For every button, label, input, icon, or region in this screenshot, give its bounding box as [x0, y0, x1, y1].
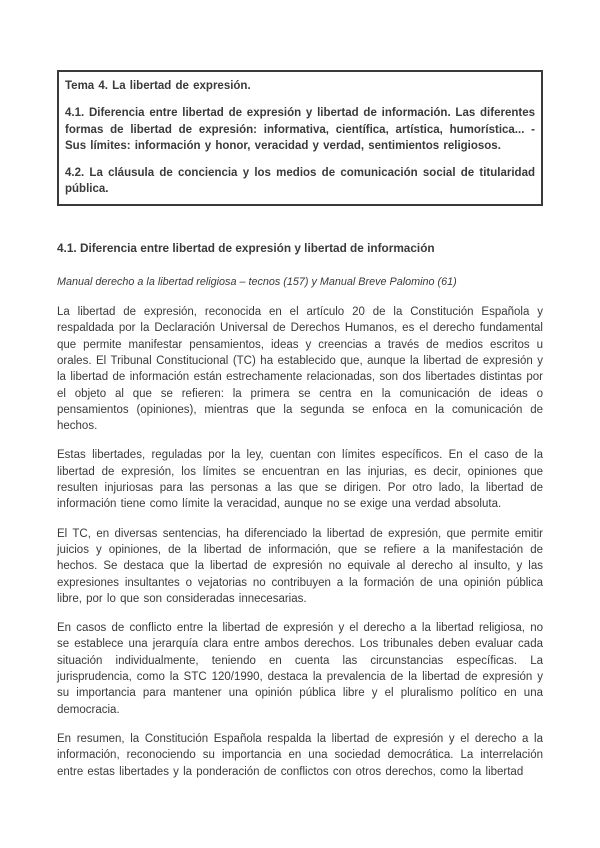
paragraph-conflict-religious-freedom: En casos de conflicto entre la libertad de expresión y el derecho a la libertad religiosa, no se establece una jerarquía clara entre ambos derechos. Los tribunales deben evaluar cada situación individualmente, teniendo en cuenta las circunstancias específicas. La jurisprudencia, como la STC 120/1990, destaca la prevalencia de la libertad de expresión y su importancia para mantener una opinión pública libre y el pluralismo político en una democracia. [57, 622, 543, 716]
section-heading: 4.1. Diferencia entre libertad de expresión y libertad de información [57, 240, 435, 255]
source-note: Manual derecho a la libertad religiosa – tecnos (157) y Manual Breve Palomino (61) [57, 276, 457, 289]
paragraph-tc-distinction: El TC, en diversas sentencias, ha diferenciado la libertad de expresión, que permite emitir juicios y opiniones, de la libertad de información, que se refiere a la manifestación de hechos. Se destaca que la libertad de expresión no equivale al derecho al insulto, y las expresiones insultantes o vejatorias no contribuyen a la formación de una opinión pública libre, por lo que son consideradas innecesarias. [57, 527, 543, 605]
topic-item-4-2: 4.2. La cláusula de conciencia y los medios de comunicación social de titularidad pública. [65, 167, 535, 196]
paragraph-intro-freedom-of-expression: La libertad de expresión, reconocida en el artículo 20 de la Constitución Española y respaldada por la Declaración Universal de Derechos Humanos, es el derecho fundamental que permite manifestar pensamientos, ideas y creencias a través de medios escritos u orales. El Tribunal Constitucional (TC) ha establecido que, aunque la libertad de expresión y la libertad de información están estrechamente relacionadas, son dos libertades distintas por el objeto al que se refieren: la primera se centra en la comunicación de ideas o pensamientos (opiniones), mientras que la segunda se enfoca en la comunicación de hechos. [57, 306, 543, 433]
paragraph-limits: Estas libertades, reguladas por la ley, cuentan con límites específicos. En el caso de la libertad de expresión, los límites se encuentran en las injurias, es decir, opiniones que resulten injuriosas para las personas a las que se dirigen. Por otro lado, la libertad de información tiene como límite la veracidad, aunque no se exige una verdad absoluta. [57, 449, 543, 511]
paragraph-summary: En resumen, la Constitución Española respalda la libertad de expresión y el derecho a la información, reconociendo su importancia en una sociedad democrática. La interrelación entre estas libertades y la ponderación de conflictos con otros derechos, como la libertad [57, 732, 543, 778]
topic-box [57, 70, 543, 206]
topic-item-4-1: 4.1. Diferencia entre libertad de expresión y libertad de información. Las diferentes formas de libertad de expresión: informativa, científica, artística, humorística... - Sus límites: información y honor, veracidad y verdad, sentimientos religiosos. [65, 107, 535, 152]
topic-title: Tema 4. La libertad de expresión. [65, 80, 251, 92]
